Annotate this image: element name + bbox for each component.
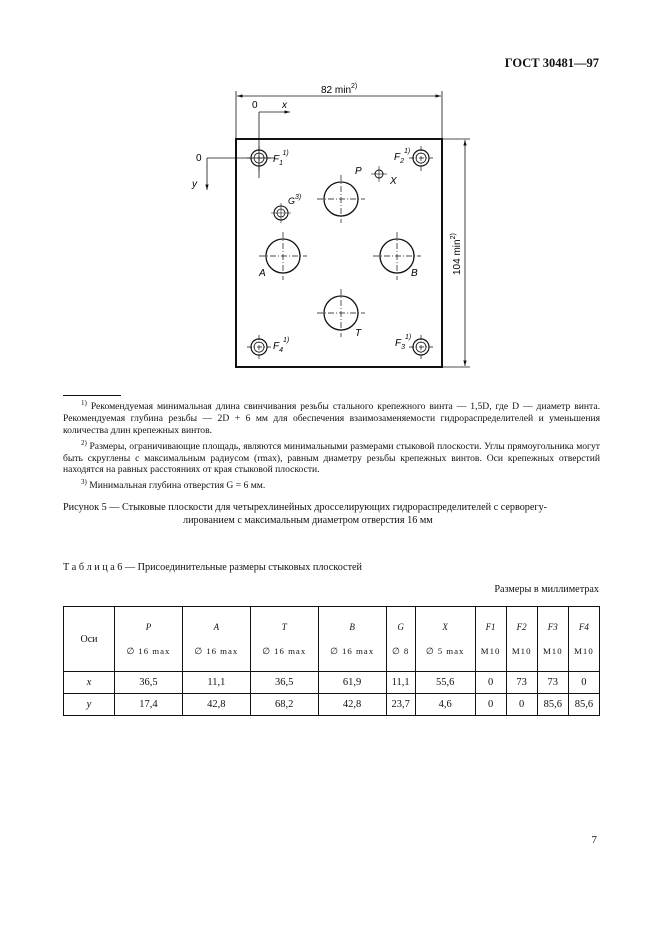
- footnote-2: $^{2)}$ Размеры, ограничивающие площадь, являются минимальными размерами стыковой плоскости. Углы прямоугольника могут быть скруглены с максимальным радиусом (rmax), равным диаметру резьбы крепежных винтов. Оси крепежных отверстий находятся на равных расстояниях от края стыковой плоскости.: [63, 438, 600, 476]
- table-title: Т а б л и ц а 6 — Присоединительные размеры стыковых плоскостей: [63, 562, 362, 573]
- label-f1: $F_1^{1)}$: [273, 150, 289, 167]
- row-axis-label: y: [64, 694, 115, 716]
- label-b: B: [411, 268, 418, 279]
- table-cell: 11,1: [182, 672, 250, 694]
- table-row: [64, 694, 600, 716]
- dimensions-table: [63, 606, 600, 716]
- column-header: A ∅ 16 max: [182, 607, 250, 672]
- table-cell: 0: [506, 694, 537, 716]
- column-header: T ∅ 16 max: [250, 607, 318, 672]
- footnote-3: $^{3)}$ Минимальная глубина отверстия G = 6 мм.: [81, 478, 266, 492]
- table-cell: 55,6: [415, 672, 475, 694]
- axes-header: Оси: [64, 607, 115, 672]
- label-f2: $F_2^{1)}$: [394, 148, 411, 165]
- column-header: P ∅ 16 max: [115, 607, 183, 672]
- row-axis-label: x: [64, 672, 115, 694]
- table-cell: 42,8: [318, 694, 386, 716]
- table-cell: 73: [537, 672, 568, 694]
- hole-p: [317, 175, 365, 223]
- table-cell: 36,5: [115, 672, 183, 694]
- label-x: X: [390, 176, 397, 187]
- height-dimension-label: 104 $\min^{2)}$: [450, 233, 463, 275]
- figure-caption-line1: Рисунок 5 — Стыковые плоскости для четырехлинейных дросселирующих гидрораспределителей с сервоpегу-: [63, 502, 548, 513]
- table-cell: 0: [475, 694, 506, 716]
- x-axis-zero: 0: [252, 100, 258, 111]
- column-header: F3 M10: [537, 607, 568, 672]
- column-header: F1 M10: [475, 607, 506, 672]
- mounting-surface-drawing: [0, 0, 661, 392]
- label-f3: $F_3^{1)}$: [395, 334, 412, 351]
- table-cell: 73: [506, 672, 537, 694]
- label-a: A: [259, 268, 266, 279]
- table-cell: 23,7: [386, 694, 415, 716]
- width-dimension-label: 82 $\min^{2)}$: [321, 83, 358, 96]
- page-number: 7: [591, 834, 597, 846]
- table-cell: 61,9: [318, 672, 386, 694]
- column-header: F2 M10: [506, 607, 537, 672]
- table-cell: 0: [475, 672, 506, 694]
- footnote-1: $^{1)}$ Рекомендуемая минимальная длина свинчивания резьбы стального крепежного винта — 1,5D, где D — диаметр винта. Рекомендуемая глубина резьбы — 2D + 6 мм для обеспечения взаимозаменяемости гидрораспределителей и уменьшения количества длин крепежных винтов.: [63, 399, 600, 436]
- table-cell: 36,5: [250, 672, 318, 694]
- label-p: P: [355, 166, 362, 177]
- table-header-row: [64, 607, 600, 672]
- table-cell: 4,6: [415, 694, 475, 716]
- hole-f1: [247, 146, 271, 171]
- y-axis-zero: 0: [196, 153, 202, 164]
- hole-x: [371, 166, 387, 182]
- figure-caption: [63, 502, 600, 527]
- hole-f3: [409, 335, 433, 359]
- hole-f2: [409, 146, 433, 171]
- label-g: $G^{3)}$: [288, 194, 302, 206]
- column-header: X ∅ 5 max: [415, 607, 475, 672]
- table-units: Размеры в миллиметрах: [494, 584, 599, 595]
- table-cell: 11,1: [386, 672, 415, 694]
- table-cell: 0: [568, 672, 599, 694]
- footnotes: [63, 398, 600, 493]
- table-cell: 42,8: [182, 694, 250, 716]
- column-header: B ∅ 16 max: [318, 607, 386, 672]
- hole-f4: [247, 335, 271, 359]
- standard-header: ГОСТ 30481—97: [504, 56, 599, 70]
- y-axis-label: y: [192, 179, 197, 190]
- table-row: [64, 672, 600, 694]
- figure-caption-line2: лированием с максимальным диаметром отверстия 16 мм: [183, 514, 433, 526]
- footnote-separator: [63, 395, 121, 396]
- table-cell: 85,6: [568, 694, 599, 716]
- table-cell: 85,6: [537, 694, 568, 716]
- column-header: G ∅ 8: [386, 607, 415, 672]
- label-t: T: [355, 328, 362, 339]
- hole-g: [271, 203, 291, 223]
- table-cell: 17,4: [115, 694, 183, 716]
- table-cell: 68,2: [250, 694, 318, 716]
- label-f4: $F_4^{1)}$: [273, 337, 290, 354]
- column-header: F4 M10: [568, 607, 599, 672]
- hole-a: [259, 232, 307, 280]
- x-axis-label: x: [282, 100, 287, 111]
